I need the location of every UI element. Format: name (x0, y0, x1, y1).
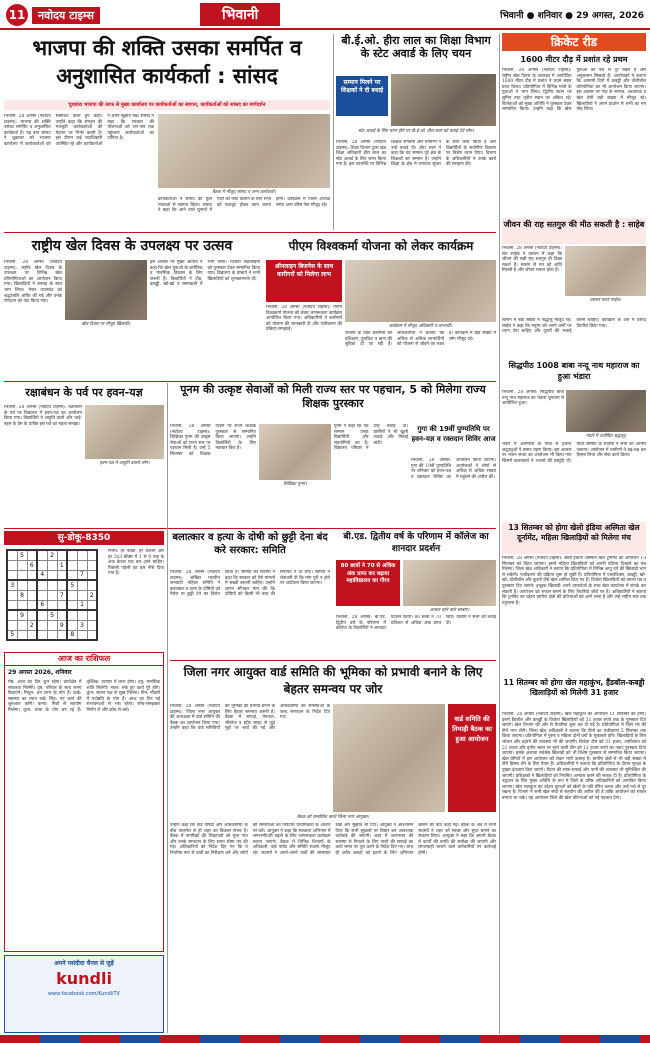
bottom-bar (0, 1035, 650, 1043)
rashifal-date: 29 अगस्त 2026, शनिवार (8, 669, 72, 676)
sudoku-cell: 9 (17, 610, 27, 620)
cricket-body: भिवानी, 28 अगस्त (नवोदय टाइम्स): राष्ट्रीय खेल दिवस के उपलक्ष्य में आयोजित 1600 मीटर दौड़ में प्रशांत ने प्रथम स्थान प्राप्त किया। प्रतियोगिता में विभिन्न गांवों के युवाओं ने भाग लिया। द्वितीय स्थान पर सुमित तथा तृतीय स्थान पर अंकित रहे। विजेताओं को मुख्य अतिथि ने पुरस्कार देकर सम्मानित किया। उन्होंने कहा कि खेल युवाओं को नशे से दूर रखते हैं और अनुशासन सिखाते हैं। आयोजकों ने बताया कि आगामी दिनों में कबड्डी और वॉलीबॉल प्रतियोगिता का भी आयोजन किया जाएगा। इस अवसर पर गांव के सरपंच, अध्यापक व खेल प्रेमी बड़ी संख्या में मौजूद रहे। खिलाड़ियों ने अपने प्रदर्शन से सभी का मन मोह लिया। (502, 68, 646, 113)
sudoku-cell (87, 630, 97, 640)
sports-body-2: इस अवसर पर मुख्य अतिथि ने कहा कि खेल युवाओं के शारीरिक व मानसिक विकास के लिए जरूरी है। विद्यार्थियों ने दौड़, कबड्डी, खो-खो व रस्साकशी में भाग लिया। विजेता खिलाड़ियों को पुरस्कार देकर सम्मानित किया गया। विद्यालय के प्राचार्य ने सभी खिलाड़ियों को शुभकामनाएं दीं। (150, 260, 260, 288)
life-body: भिवानी, 28 अगस्त (नवोदय टाइम्स): संत साहेब ने प्रवचन में कहा कि जीवन की सही राह सतगुरु ही दिखा सकते हैं। सत्संग से मन को शांति मिलती है और जीवन सफल होता है। (502, 246, 562, 274)
hockey-headline-box (502, 678, 646, 710)
sudoku-title: सु-डोकू-8350 (4, 531, 164, 545)
bio-headline: बी.ई.ओ. हीरा लाल का शिक्षा विभाग के स्टेट अवार्ड के लिए चयन (341, 34, 491, 60)
sudoku-rules: नियम: हर पंक्ति, हर कॉलम और हर 3x3 बॉक्स में 1 से 9 तक के अंक केवल एक बार आने चाहिए। पिछली पहेली का हल नीचे दिया गया है। (108, 549, 164, 577)
ward-body: भिवानी, 28 अगस्त (नवोदय टाइम्स): जिला नगर आयुक्त की अध्यक्षता में वार्ड समिति की बैठक का आयोजन किया गया। उन्होंने कहा कि वार्ड समितियों की भूमिका को प्रभावी बनाने के लिए बेहतर समन्वय जरूरी है। बैठक में सफाई, पेयजल, सीवरेज व स्ट्रीट लाइट से जुड़े मुद्दों पर चर्चा की गई और अधिकारियों को समस्याओं के जल्द समाधान के निर्देश दिए गए। (170, 704, 330, 732)
sudoku-row (7, 600, 97, 610)
sudoku-cell (27, 630, 37, 640)
sudoku-cell (67, 590, 77, 600)
sudoku-grid-box (6, 549, 106, 649)
sudoku-cell (17, 630, 27, 640)
sudoku-cell (77, 580, 87, 590)
teacher-headline-box (170, 383, 496, 421)
sudoku-cell (87, 580, 97, 590)
sudoku-cell (37, 610, 47, 620)
raksha-body: भिवानी, 28 अगस्त (नवोदय टाइम्स): रक्षाबंधन के पर्व पर विद्यालय में हवन-यज्ञ का आयोजन किया गया। विद्यार्थियों ने आहुति डाली और भाई-बहन के प्रेम के प्रतीक इस पर्व का महत्व समझा। (4, 405, 82, 427)
ad-title: अपने पसंदीदा चैनल से जुड़ें (54, 960, 114, 967)
lead-photo (158, 114, 330, 188)
guga-body: भिवानी, 28 अगस्त: गुगा की 19वीं पुण्यतिथि पर शनिवार को हवन-यज्ञ व रक्तदान शिविर का आयोजन किया जाएगा। आयोजकों ने लोगों से अधिक से अधिक संख्या में पहुंचने की अपील की। (411, 458, 496, 480)
sudoku-cell (37, 630, 47, 640)
ward-caption: बैठक को सम्बोधित करते जिला नगर आयुक्त। (296, 815, 370, 820)
pm-caption: कार्यक्रम में मौजूद अधिकारी व लाभार्थी। (388, 324, 453, 329)
bed-highlight: 80 छात्रों ने 70 से अधिक अंक प्राप्त कर बढ़ाया महाविद्यालय का गौरव (336, 560, 400, 606)
guga-headline-box (411, 424, 496, 456)
bed-body: भिवानी, 28 अगस्त: बी.एड. द्वितीय वर्ष के परिणाम में कॉलेज के विद्यार्थियों ने शानदार प्रदर्शन किया। 80 छात्रों ने 70 प्रतिशत से अधिक अंक प्राप्त किए। प्राचार्य ने सभी को बधाई दी। (336, 615, 496, 632)
bed-photo (403, 560, 496, 606)
sudoku-cell (67, 610, 77, 620)
lead-deck-box (4, 100, 330, 110)
sudoku-cell: 2 (47, 550, 57, 560)
sudoku-cell (47, 560, 57, 570)
sudoku-cell (7, 590, 17, 600)
pm-headline: पीएम विश्वकर्मा योजना को लेकर कार्यक्रम (288, 239, 474, 253)
bhandara-body-2: भंडारे में आसपास के गांवों से हजारों श्रद्धालुओं ने प्रसाद ग्रहण किया। इस अवसर पर भजन संध्या का आयोजन भी किया गया जिसमें कलाकारों ने भजनों की प्रस्तुति दी। मंदिर समिति के सदस्यों ने सभी का आभार जताया। आयोजन में ग्रामीणों ने बढ़-चढ़ कर हिस्सा लिया और सेवा कार्य किया। (502, 442, 646, 464)
sudoku-cell (47, 600, 57, 610)
ward-highlight: वार्ड समिति की तिमाही बैठक का हुआ आयोजन (448, 704, 496, 812)
sudoku-cell (17, 600, 27, 610)
sudoku-cell: 6 (27, 560, 37, 570)
sudoku-cell (17, 570, 27, 580)
bio-headline-box (336, 34, 496, 72)
sports-headline-box (4, 235, 260, 257)
pm-headline-box (266, 235, 496, 257)
bio-caption: स्टेट अवार्ड के लिए चयन होने पर बी.ई.ओ. हीरा लाल को बधाई देते लोग। (358, 129, 474, 134)
life-caption: प्रवचन करते साहेब। (589, 298, 622, 303)
sudoku-cell: 4 (37, 570, 47, 580)
cricket-headline-box (502, 54, 646, 66)
bio-photo (391, 74, 496, 126)
teacher-photo (259, 424, 331, 480)
sudoku-cell (67, 570, 77, 580)
brand-label: नवोदय टाइम्स (32, 7, 100, 24)
sudoku-cell (87, 610, 97, 620)
sports-body: भिवानी, 28 अगस्त (नवोदय टाइम्स): राष्ट्रीय खेल दिवस के उपलक्ष्य पर विभिन्न खेल प्रतियोगिताओं का आयोजन किया गया। खिलाड़ियों ने उत्साह के साथ भाग लिया। मेजर ध्यानचंद को श्रद्धांजलि अर्पित की गई और उनके योगदान को याद किया गया। (4, 260, 62, 305)
sudoku-cell (7, 610, 17, 620)
sudoku-cell (17, 620, 27, 630)
sudoku-cell (7, 570, 17, 580)
sudoku-cell: 5 (17, 550, 27, 560)
ward-headline-box (170, 664, 496, 700)
sudoku-cell (47, 570, 57, 580)
guga-headline: गुगा की 19वीं पुण्यतिथि पर हवन-यज्ञ व रक्तदान शिविर आज (411, 425, 496, 443)
teacher-body-2: पूनम ने कहा कि यह सम्मान उनके विद्यार्थियों और सहयोगियों का है। विद्यालय परिवार ने उन्हें बधाई दी। ग्रामीणों ने भी खुशी जताई और मिठाई बांटी। (334, 424, 408, 452)
sudoku-cell (87, 570, 97, 580)
sudoku-cell (7, 550, 17, 560)
sudoku-row (7, 550, 97, 560)
sudoku-row (7, 570, 97, 580)
life-photo (565, 246, 646, 296)
sudoku-cell (67, 620, 77, 630)
sudoku-cell (27, 590, 37, 600)
sudoku-row (7, 580, 97, 590)
section-name: भिवानी (200, 3, 280, 26)
sudoku-cell (67, 560, 77, 570)
sudoku-cell (67, 600, 77, 610)
sudoku-cell (37, 560, 47, 570)
teacher-headline: पूनम की उत्कृष्ट सेवाओं को मिली राज्य स्तर पर पहचान, 5 को मिलेगा राज्य शिक्षक पुरस्कार (180, 383, 486, 410)
sudoku-cell: 3 (77, 620, 87, 630)
raksha-headline: रक्षाबंधन के पर्व पर हवन-यज्ञ (25, 386, 143, 399)
sudoku-cell (57, 550, 67, 560)
raksha-photo (85, 405, 164, 459)
sudoku-row (7, 630, 97, 640)
sudoku-cell: 2 (87, 590, 97, 600)
page-number: 11 (6, 4, 28, 26)
rashifal-box (4, 652, 164, 952)
teacher-caption: शिक्षिका पूनम। (283, 482, 307, 487)
hockey-headline: 11 सितम्बर को होगा खेल महाकुंभ, हैंडबॉल-कबड्डी खिलाड़ियों को मिलेगी 31 हजार (503, 678, 645, 697)
sudoku-cell (17, 560, 27, 570)
sudoku-cell (57, 570, 67, 580)
sudoku-row (7, 560, 97, 570)
sudoku-row (7, 590, 97, 600)
sudoku-cell (77, 590, 87, 600)
raksha-headline-box (4, 383, 164, 403)
cricket-headline: 1600 मीटर दौड़ में प्रशांत रहे प्रथम (520, 55, 628, 64)
life-headline-box (502, 218, 646, 244)
sudoku-cell (7, 620, 17, 630)
pm-body: भिवानी, 28 अगस्त (नवोदय टाइम्स): पीएम विश्वकर्मा योजना को लेकर जागरूकता कार्यक्रम आयोजित किया गया। अधिकारियों ने कारीगरों को योजना की जानकारी दी और पंजीकरण की प्रक्रिया समझाई। (266, 305, 342, 333)
bed-headline-box (336, 531, 496, 557)
raksha-caption: हवन-यज्ञ में आहुति डालते लोग। (99, 461, 150, 466)
sudoku-row (7, 610, 97, 620)
sports-photo (65, 260, 147, 320)
rape-headline-box (170, 531, 330, 567)
sudoku-cell: 6 (37, 600, 47, 610)
sudoku-cell (87, 560, 97, 570)
sudoku-grid (6, 549, 98, 641)
sudoku-cell (37, 590, 47, 600)
ward-headline: जिला नगर आयुक्त वार्ड समिति की भूमिका को प्रभावी बनाने के लिए बेहतर समन्वय पर जोर (183, 665, 483, 696)
sudoku-cell (67, 550, 77, 560)
sudoku-cell (37, 550, 47, 560)
sports-headline: राष्ट्रीय खेल दिवस के उपलक्ष्य पर उत्सव (31, 238, 233, 254)
life-headline: जीवन की राह सतगुरु की मीठ सकती है : साहेब (503, 220, 645, 229)
sudoku-cell (27, 550, 37, 560)
hockey-body: भिवानी, 28 अगस्त (नवोदय टाइम्स): खेल महाकुंभ का आयोजन 11 सितम्बर को होगा। इसमें हैंडबॉल और कबड्डी के विजेता खिलाड़ियों को 31 हजार रुपये तक के पुरस्कार दिए जाएंगे। खेल विभाग की ओर से तैयारियां शुरू कर दी गई हैं। प्रतियोगिता में जिले भर की टीमें भाग लेंगी। जिला खेल अधिकारी ने बताया कि टीमों का पंजीकरण 5 सितम्बर तक किया जाएगा। प्रतियोगिता में पुरुष व महिला दोनों वर्गों के मुकाबले होंगे। खिलाड़ियों के लिए भोजन और ठहरने की व्यवस्था भी की जाएगी। विजेता टीम को 31 हजार, उपविजेता को 21 हजार और तृतीय स्थान पर रहने वाली टीम को 11 हजार रुपये का नकद पुरस्कार दिया जाएगा। इसके अलावा सर्वश्रेष्ठ खिलाड़ी को भी विशेष पुरस्कार से सम्मानित किया जाएगा। खेल प्रेमियों में इस आयोजन को लेकर भारी उत्साह है। ग्रामीण क्षेत्रों से भी बड़ी संख्या में टीमें हिस्सा लेने के लिए तैयार हैं। अधिकारियों ने बताया कि प्रतियोगिता के दौरान सुरक्षा के पुख्ता इंतजाम किए जाएंगे। मैदान की साफ-सफाई और पानी की व्यवस्था भी सुनिश्चित की जाएगी। प्रशिक्षकों ने खिलाड़ियों को नियमित अभ्यास करने की सलाह दी है। प्रतियोगिता के उद्घाटन के लिए मुख्य अतिथि के रूप में जिले के वरिष्ठ अधिकारियों को आमंत्रित किया जाएगा। खेल महाकुंभ का उद्देश्य युवाओं को खेलों के प्रति प्रेरित करना और उन्हें नशे से दूर रखना है। विभाग ने सभी खेल संघों से सहयोग की अपील की है ताकि आयोजन को सफल बनाया जा सके। यह आयोजन जिले की खेल प्रतिभाओं को नई पहचान देगा। (502, 712, 646, 801)
ward-photo (333, 704, 445, 812)
bhandara-caption: भंडारे में उपस्थित श्रद्धालु। (585, 434, 627, 439)
pm-body-2: योजना के तहत कारीगरों को प्रशिक्षण, टूलकिट व ऋण की सुविधा दी जा रही है। अधिकारियों ने बताया कि अधिक से अधिक लाभार्थियों को योजना से जोड़ने का लक्ष्य है। कार्यक्रम में बड़ी संख्या में लोग मौजूद रहे। (345, 331, 496, 348)
khel-headline: 13 सितम्बर को होगा खेलो इंडिया अस्मिता खेल दूर्नामेंट, महिला खिलाड़ियों को मिलेगा मंच (508, 523, 640, 542)
bhandara-photo (566, 390, 646, 432)
lead-body: भिवानी, 28 अगस्त (नवोदय टाइम्स): भाजपा की शक्ति उसका समर्पित व अनुशासित कार्यकर्ता है। यह बात सांसद ने शुक्रवार को भाजपा कार्यालय में कार्यकर्ताओं को संबोधित करते हुए कही। उन्होंने कहा कि संगठन की मजबूती कार्यकर्ताओं की मेहनत पर निर्भर करती है। इस दौरान कई पदाधिकारी उपस्थित रहे और कार्यकर्ताओं ने अपने सुझाव रखे। सांसद ने कहा कि सरकार की योजनाओं को जन-जन तक पहुंचाना कार्यकर्ताओं का दायित्व है। (4, 114, 154, 147)
sudoku-cell (37, 620, 47, 630)
sudoku-cell (47, 630, 57, 640)
sudoku-cell: 8 (17, 590, 27, 600)
sudoku-cell (57, 600, 67, 610)
sudoku-cell (77, 630, 87, 640)
rashifal-title: आज का राशिफल (5, 653, 163, 666)
bhandara-headline-box (502, 360, 646, 388)
sudoku-cell: 2 (27, 620, 37, 630)
ad-brand: kundli (56, 969, 112, 988)
sports-caption: खेल दिवस पर मौजूद खिलाड़ी। (81, 322, 131, 327)
sudoku-cell (57, 610, 67, 620)
bio-highlight: सम्मान मिलने पर शिक्षकों ने दी बधाई (336, 76, 388, 116)
teacher-body: भिवानी, 28 अगस्त (नवोदय टाइम्स): शिक्षिका पूनम की उत्कृष्ट सेवाओं को राज्य स्तर पर पहचान मिली है। उन्हें 5 सितम्बर को शिक्षक दिवस पर राज्य शिक्षक पुरस्कार से सम्मानित किया जाएगा। उन्होंने विद्यार्थियों के लिए नवाचार किए हैं। (170, 424, 256, 457)
sudoku-cell: 1 (57, 560, 67, 570)
lead-headline-box (4, 34, 330, 98)
sudoku-cell: 7 (77, 570, 87, 580)
sudoku-cell (77, 560, 87, 570)
sudoku-cell (57, 580, 67, 590)
sudoku-cell (77, 610, 87, 620)
sudoku-cell: 9 (57, 620, 67, 630)
pm-highlight: ऑनलाइन बिजनेस के साथ कारीगरों को मिलेगा लाभ (266, 260, 342, 302)
bhandara-body: भिवानी, 28 अगस्त: सिद्धपीठ बाबा नन्दू नाथ महाराज का भंडारा धूमधाम से आयोजित हुआ। (502, 390, 564, 407)
sudoku-row (7, 620, 97, 630)
sudoku-cell (17, 580, 27, 590)
sudoku-cell (87, 550, 97, 560)
sudoku-cell: 5 (67, 580, 77, 590)
bed-caption: अव्वल रहने वाले छात्राएं। (429, 608, 470, 613)
lead-headline: भाजपा की शक्ति उसका समर्पित व अनुशासित कार्यकर्ता : सांसद (32, 36, 302, 88)
sudoku-cell (77, 550, 87, 560)
life-body-2: सत्संग में बड़ी संख्या में श्रद्धालु मौजूद रहे। साहेब ने कहा कि मनुष्य को अपने कर्मों पर ध्यान देना चाहिए और दूसरों की भलाई करनी चाहिए। कार्यक्रम के अंत में प्रसाद वितरित किया गया। (502, 318, 646, 335)
sudoku-cell: 1 (77, 600, 87, 610)
sudoku-cell: 8 (67, 630, 77, 640)
sudoku-cell (37, 580, 47, 590)
sudoku-cell: 7 (57, 590, 67, 600)
khel-body: भिवानी, 28 अगस्त (नवोदय टाइम्स): खेलो इंडिया अस्मिता खेल टूर्नामेंट का आयोजन 13 सितम्बर को किया जाएगा। इसमें महिला खिलाड़ियों को अपनी प्रतिभा दिखाने का मंच मिलेगा। जिला खेल अधिकारी ने बताया कि प्रतियोगिता में विभिन्न आयु वर्ग की खिलाड़ी भाग ले सकेंगी। पंजीकरण की प्रक्रिया शुरू हो चुकी है। प्रतियोगिता में एथलेटिक्स, कबड्डी, खो-खो, वॉलीबॉल और कुश्ती जैसे खेल शामिल किए गए हैं। विजेता खिलाड़ियों को प्रमाण पत्र व पुरस्कार दिए जाएंगे। इच्छुक खिलाड़ी अपने दस्तावेजों के साथ खेल कार्यालय में संपर्क कर सकती हैं। आयोजन को सफल बनाने के लिए तैयारियां जोरों पर हैं। अधिकारियों ने बताया कि टूर्नामेंट का उद्देश्य ग्रामीण क्षेत्रों की प्रतिभाओं को आगे लाना है और उन्हें राष्ट्रीय स्तर तक पहुंचाना है। (502, 556, 646, 606)
sudoku-cell (87, 620, 97, 630)
sudoku-cell (27, 570, 37, 580)
cricket-title: क्रिकेट रीड (502, 33, 646, 51)
bio-body: भिवानी, 28 अगस्त (नवोदय टाइम्स): शिक्षा विभाग द्वारा खंड शिक्षा अधिकारी हीरा लाल का स्टेट अवार्ड के लिए चयन किया गया है। इस उपलब्धि पर विभिन्न शिक्षक संगठनों और ग्रामीणों ने उन्हें बधाई दी। हीरा लाल ने कहा कि यह सम्मान पूरे क्षेत्र के शिक्षकों का सम्मान है। उन्होंने शिक्षा के क्षेत्र में लगातार सुधार के लिए कार्य किया है और विद्यार्थियों के सर्वांगीण विकास पर विशेष ध्यान दिया। विभाग के अधिकारियों ने उनके कार्य की सराहना की। (336, 140, 496, 168)
sudoku-cell: 3 (7, 580, 17, 590)
ad-url: www.facebook.com/KundliTV (48, 991, 120, 997)
lead-caption: बैठक में मौजूद सांसद व अन्य कार्यकर्ता। (212, 190, 276, 195)
sudoku-cell (27, 580, 37, 590)
bed-headline: बी.एड. द्वितीय वर्ष के परिणाम में कॉलेज का शानदार प्रदर्शन (343, 532, 489, 554)
sudoku-cell (47, 620, 57, 630)
sudoku-cell: 5 (47, 610, 57, 620)
bhandara-headline: सिद्धपीठ 1008 बाबा नन्दू नाथ महाराज का हुआ भंडारा (508, 361, 640, 381)
rape-headline: बलात्कार व हत्या के दोषी को छुट्टी देना बंद करे सरकार: समिति (172, 532, 328, 556)
lead-body-2: कार्यकर्ताओं ने सांसद का फूल मालाओं से स्वागत किया। सांसद ने कहा कि आने वाले चुनावों में पार्टी को जीत दिलाने के लिए सभी को एकजुट होकर काम करना होगा। कार्यक्रम में जिला अध्यक्ष समेत अन्य वरिष्ठ नेता मौजूद रहे। (158, 197, 330, 214)
sudoku-cell (27, 600, 37, 610)
page-header (0, 0, 650, 30)
rape-body: भिवानी, 28 अगस्त (नवोदय टाइम्स): अखिल भारतीय जनवादी महिला समिति ने बलात्कार व हत्या के दोषियों को पैरोल या छुट्टी देने का विरोध किया है। समिति की सदस्यों ने कहा कि सरकार को ऐसे मामलों में सख्ती बरतनी चाहिए। उन्होंने ज्ञापन सौंपकर मांग की कि दोषियों को किसी भी तरह की रियायत न दी जाए। समिति ने चेतावनी दी कि मांग पूरी न होने पर आंदोलन किया जाएगा। (170, 570, 330, 598)
ward-body-2: उन्होंने कहा कि वार्ड पार्षदों और अधिकारियों के बीच तालमेल से ही शहर का विकास संभव है। बैठक में नागरिकों की शिकायतों को सुना गया और उनके समाधान के लिए समय सीमा तय की गई। अधिकारियों को निर्देश दिए गए कि वे नियमित रूप से वार्डों का निरीक्षण करें और लोगों की समस्याओं का निपटारा प्राथमिकता के आधार पर करें। आयुक्त ने कहा कि स्वच्छता अभियान में जनभागीदारी बढ़ाने के लिए जागरूकता कार्यक्रम चलाए जाएंगे। बैठक में विभिन्न विभागों के अधिकारी, वार्ड पार्षद और समिति सदस्य मौजूद रहे। सदस्यों ने अपने-अपने वार्डों की समस्याएं रखीं और सुझाव भी दिए। आयुक्त ने आश्वासन दिया कि सभी सुझावों पर विचार कर आवश्यक कार्रवाई की जाएगी। शहर में जलभराव की समस्या से निपटने के लिए नालों की सफाई का कार्य समय पर पूरा करने के निर्देश दिए गए। साथ ही अवैध कब्जों को हटाने के लिए अभियान चलाने की बात कही गई। बैठक के अंत में सभी सदस्यों ने शहर को स्वच्छ और सुंदर बनाने का संकल्प लिया। आयुक्त ने कहा कि अगली बैठक में कार्यों की प्रगति की समीक्षा की जाएगी और लापरवाही बरतने वाले कर्मचारियों पर कार्रवाई होगी। (170, 823, 496, 856)
sudoku-cell (7, 600, 17, 610)
sudoku-cell (27, 610, 37, 620)
sudoku-cell (47, 590, 57, 600)
lead-deck: चुधवारा भाजपा की तरफ से मुख्य कार्यालय पर कार्यकर्ताओं का स्वागत, कार्यकर्ताओं को सांसद का मार्गदर्शन (68, 102, 266, 108)
sudoku-cell (7, 560, 17, 570)
pm-photo (345, 260, 496, 322)
sudoku-cell (87, 600, 97, 610)
sudoku-cell (47, 580, 57, 590)
sudoku-cell: 5 (7, 630, 17, 640)
khel-headline-box (502, 522, 646, 554)
ad-box (4, 955, 164, 1033)
dateline: भिवानी ● शनिवार ● 29 अगस्त, 2026 (500, 11, 644, 21)
sudoku-cell (57, 630, 67, 640)
rashifal-body: मेष: आज का दिन शुभ रहेगा। कार्यक्षेत्र में सफलता मिलेगी। वृष: परिवार के साथ समय बिताएंगे। मिथुन: धन लाभ के योग हैं। कर्क: स्वास्थ्य का ध्यान रखें। सिंह: नए कार्य की शुरुआत करेंगे। कन्या: मित्रों से सहयोग मिलेगा। तुला: यात्रा के योग बन रहे हैं। वृश्चिक: व्यापार में लाभ होगा। धनु: मानसिक शांति मिलेगी। मकर: रुके हुए कार्य पूरे होंगे। कुंभ: संतान पक्ष से सुख मिलेगा। मीन: नौकरी में पदोन्नति के योग हैं। आज का दिन नई संभावनाओं से भरा रहेगा। सोच-समझकर निर्णय लें और क्रोध से बचें। (8, 680, 160, 713)
